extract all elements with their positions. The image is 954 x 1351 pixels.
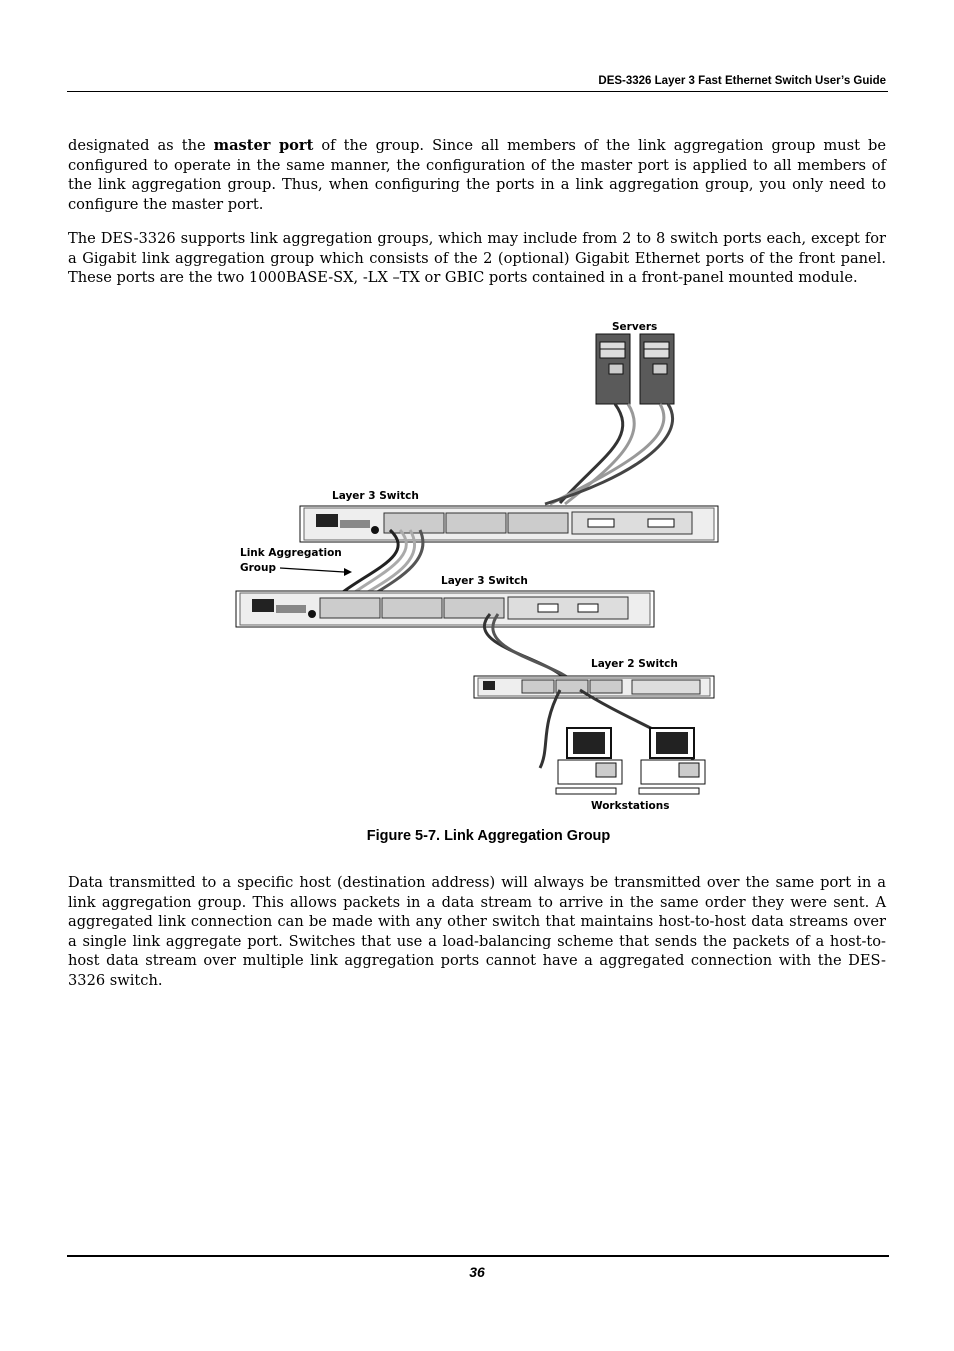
header-divider xyxy=(67,91,888,92)
layer2-switch xyxy=(474,676,714,698)
paragraph-data-transmission: Data transmitted to a specific host (destination address) will always be transmitted over the same port in a link aggregation group. This allows packets in a data stream to arrive in the same order they were sent. A aggregated link connection can be made with any other switch that maintains host-to-host data streams over a single link aggregate port. Switches that use a load-balancing scheme that sends the packets of a host-to-host data stream over multiple link aggregation ports cannot have a aggregated connection with the DES-3326 switch. xyxy=(68,874,886,989)
server-right xyxy=(640,334,674,404)
server-cables xyxy=(545,404,673,504)
link-aggregation-figure xyxy=(220,318,730,818)
servers-label: Servers xyxy=(612,321,658,333)
paragraph-master-port xyxy=(68,136,886,214)
page-header-title: DES-3326 Layer 3 Fast Ethernet Switch User’s Guide xyxy=(598,75,886,87)
figure-caption: Figure 5-7. Link Aggregation Group xyxy=(366,828,611,844)
layer3-switch-bottom-label: Layer 3 Switch xyxy=(441,575,528,587)
workstation-right xyxy=(639,728,705,794)
paragraph-link-aggregation-groups: The DES-3326 supports link aggregation groups, which may include from 2 to 8 switch ports each, except for a Gigabit link aggregation group which consists of the 2 (optional) Gigabit Ethernet ports of the front panel. These ports are the two 1000BASE-SX, -LX –TX or GBIC ports contained in a front-panel mounted module. xyxy=(68,230,886,286)
master-port-term: master port xyxy=(213,137,314,154)
server-left xyxy=(596,334,630,404)
layer3-switch-bottom xyxy=(236,591,654,627)
workstation-left xyxy=(556,728,622,794)
link-aggregation-label: Link Aggregation xyxy=(240,547,342,559)
paragraph-text: designated as the xyxy=(68,137,214,154)
network-diagram xyxy=(220,318,730,818)
page-number: 36 xyxy=(469,1264,485,1280)
layer3-switch-top-label: Layer 3 Switch xyxy=(332,490,419,502)
paragraph-text: of the group. Since all members of the link aggregation group must be configured to operate in the same manner, the configuration of the master port is applied to all members of the link aggregation group. Thus, when configuring the ports in a link aggregation group, you only need to configure the master port. xyxy=(68,137,886,213)
layer2-switch-label: Layer 2 Switch xyxy=(591,658,678,670)
link-aggregation-group-label: Group xyxy=(240,562,277,574)
layer3-switch-top xyxy=(300,506,718,542)
footer-divider xyxy=(67,1255,889,1257)
link-aggregation-arrow xyxy=(280,568,352,576)
workstations-label: Workstations xyxy=(591,800,670,812)
